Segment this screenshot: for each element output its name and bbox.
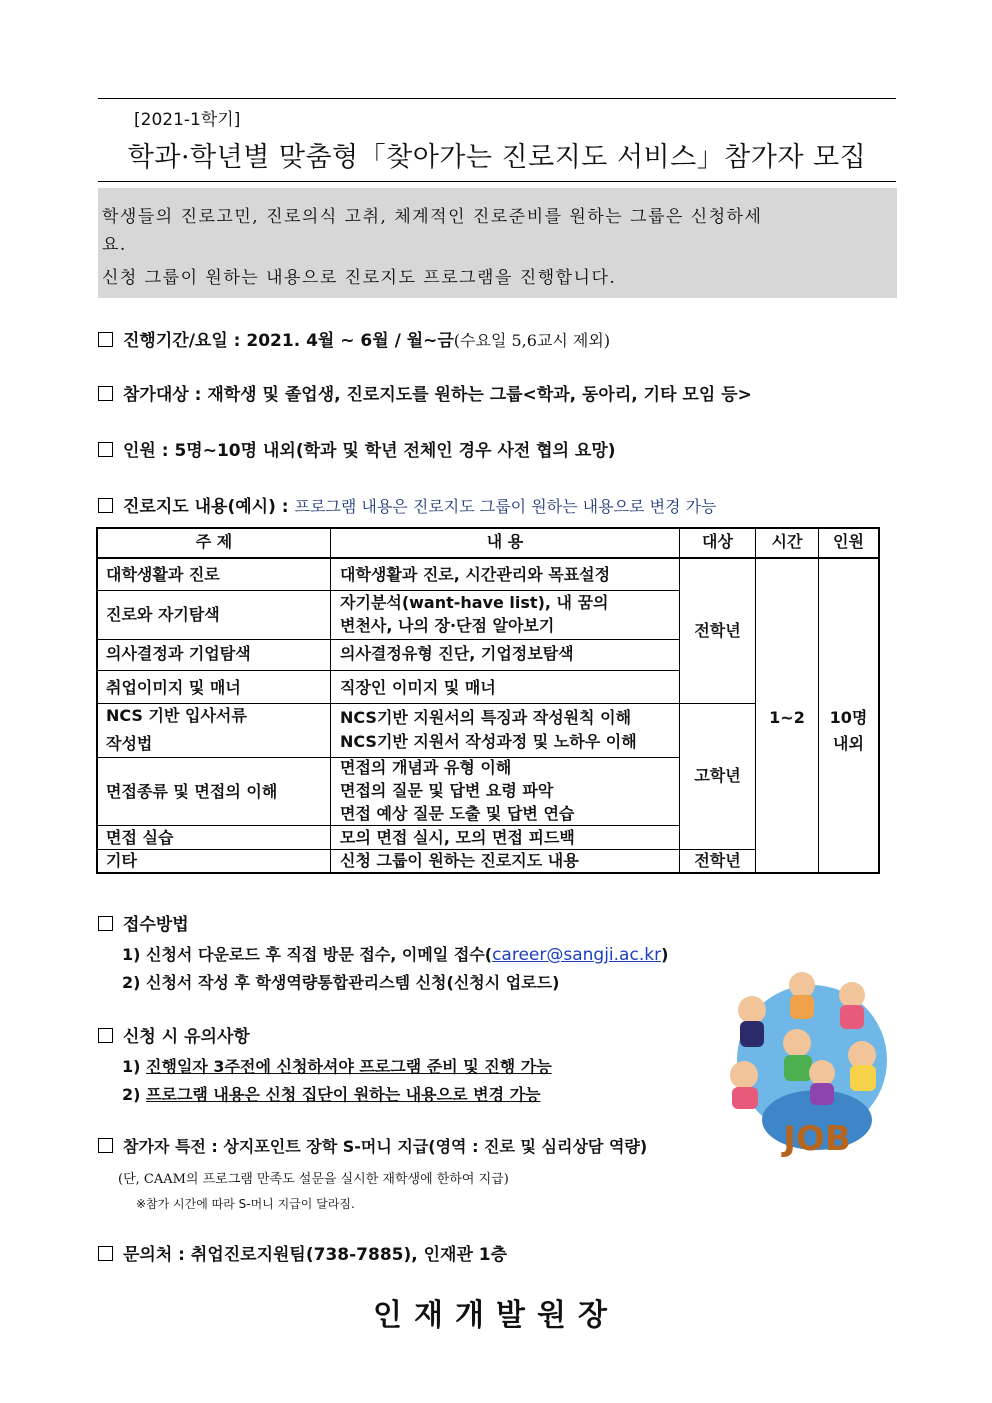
job-text: JOB	[783, 1119, 851, 1159]
table-row-topic: 면접 실습	[106, 828, 174, 847]
checkbox-square-icon	[98, 1246, 113, 1261]
benefit-note-1: (단, CAAM의 프로그램 만족도 설문을 실시한 재학생에 한하여 지급)	[118, 1172, 509, 1187]
apply-item-1-close: )	[661, 945, 669, 964]
apply-item-2: 2) 신청서 작성 후 학생역량통합관리스템 신청(신청시 업로드)	[122, 973, 560, 992]
header-target: 대상	[702, 532, 733, 551]
benefit-title: 참가자 특전 : 상지포인트 장학 S-머니 지급(영역 : 진로 및 심리상담 역량)	[123, 1137, 648, 1156]
content-section	[98, 492, 717, 517]
time-value: 1~2	[769, 708, 805, 727]
caution-item-1	[122, 1054, 552, 1077]
checkbox-square-icon	[98, 498, 113, 513]
caution-item-1-num: 1)	[122, 1057, 141, 1076]
apply-item-1-text: 1) 신청서 다운로드 후 직접 방문 접수, 이메일 접수(	[122, 945, 493, 964]
table-row-content: 면접의 개념과 유형 이해	[340, 758, 512, 777]
checkbox-square-icon	[98, 1028, 113, 1043]
table-row-content: 대학생활과 진로, 시간관리와 목표설정	[340, 565, 611, 584]
target-text: 참가대상 : 재학생 및 졸업생, 진로지도를 원하는 그룹<학과, 동아리, 기타 모임 등>	[123, 385, 752, 405]
caution-item-2	[122, 1082, 541, 1105]
caution-item-1-text: 진행일자 3주전에 신청하셔야 프로그램 준비 및 진행 가능	[146, 1057, 552, 1076]
period-label: 진행기간/요일 : 2021. 4월 ~ 6월 / 월~금	[123, 331, 454, 351]
table-row-content: 신청 그룹이 원하는 진로지도 내용	[340, 851, 579, 870]
page-title: 학과·학년별 맞춤형「찾아가는 진로지도 서비스」참가자 모집	[127, 142, 867, 173]
header-people: 인원	[833, 532, 864, 551]
contact-text: 문의처 : 취업진로지원팀(738-7885), 인재관 1층	[123, 1245, 508, 1265]
target-group-all-2: 전학년	[694, 851, 741, 870]
table-row-content: NCS기반 지원서의 특징과 작성원칙 이해	[340, 708, 632, 727]
header-topic: 주 제	[195, 532, 233, 551]
contact-section	[98, 1240, 507, 1265]
target-section	[98, 380, 752, 405]
header-time: 시간	[771, 532, 803, 551]
intro-line-2: 요.	[102, 235, 127, 255]
checkbox-square-icon	[98, 332, 113, 347]
email-link[interactable]: career@sangji.ac.kr	[492, 945, 662, 965]
table-row-topic: 작성법	[106, 734, 153, 753]
semester-label: [2021-1학기]	[134, 110, 241, 130]
table-row-topic: 대학생활과 진로	[106, 565, 220, 584]
kids-globe-icon	[722, 965, 902, 1170]
job-illustration	[722, 965, 902, 1170]
table-row-content: 의사결정유형 진단, 기업정보탐색	[340, 644, 574, 663]
checkbox-square-icon	[98, 442, 113, 457]
headcount-text: 인원 : 5명~10명 내외(학과 및 학년 전체인 경우 사전 협의 요망)	[123, 441, 616, 461]
intro-line-3: 신청 그룹이 원하는 내용으로 진로지도 프로그램을 진행합니다.	[102, 268, 617, 288]
caution-item-2-text: 프로그램 내용은 신청 집단이 원하는 내용으로 변경 가능	[146, 1085, 541, 1104]
table-row-topic: 기타	[106, 851, 137, 870]
people-value-2: 내외	[833, 734, 864, 753]
program-table	[96, 527, 880, 874]
target-group-all-1: 전학년	[694, 621, 741, 640]
table-row-content: 직장인 이미지 및 매너	[340, 678, 496, 697]
benefit-note-2: ※참가 시간에 따라 S-머니 지급이 달라짐.	[136, 1197, 355, 1211]
table-row-topic: 면접종류 및 면접의 이해	[106, 782, 278, 801]
intro-line-1: 학생들의 진로고민, 진로의식 고취, 체계적인 진로준비를 원하는 그룹은 신청하세	[102, 207, 763, 227]
table-row-topic: 의사결정과 기업탐색	[106, 644, 251, 663]
apply-item-1	[122, 942, 668, 965]
target-group-senior: 고학년	[694, 766, 741, 785]
content-label: 진로지도 내용(예시) :	[123, 497, 289, 517]
apply-section	[98, 910, 189, 935]
table-row-content: 변천사, 나의 장·단점 알아보기	[340, 616, 555, 635]
period-section	[98, 326, 610, 351]
apply-title: 접수방법	[123, 915, 189, 935]
table-row-topic: NCS 기반 입사서류	[106, 706, 247, 725]
title-box	[98, 98, 896, 182]
people-value-1: 10명	[829, 708, 868, 727]
headcount-section	[98, 436, 616, 461]
table-row-topic: 진로와 자기탐색	[106, 605, 220, 624]
header-content: 내 용	[486, 532, 524, 551]
table-row-content: 면접의 질문 및 답변 요령 파악	[340, 781, 554, 800]
content-note: 프로그램 내용은 진로지도 그룹이 원하는 내용으로 변경 가능	[294, 497, 717, 516]
table-row-content: 자기분석(want-have list), 내 꿈의	[340, 593, 609, 612]
table-row-content: NCS기반 지원서 작성과정 및 노하우 이해	[340, 732, 637, 751]
table-row-content: 면접 예상 질문 도출 및 답변 연습	[340, 804, 575, 823]
benefit-section	[98, 1134, 647, 1157]
checkbox-square-icon	[98, 916, 113, 931]
caution-title: 신청 시 유의사항	[123, 1027, 250, 1047]
caution-item-2-num: 2)	[122, 1085, 141, 1104]
table-row-content: 모의 면접 실시, 모의 면접 피드백	[340, 828, 575, 847]
intro-box	[98, 188, 897, 298]
footer-title: 인재개발원장	[373, 1298, 619, 1333]
checkbox-square-icon	[98, 1138, 113, 1153]
caution-section	[98, 1022, 250, 1047]
table-row-topic: 취업이미지 및 매너	[106, 678, 241, 697]
checkbox-square-icon	[98, 386, 113, 401]
period-note: (수요일 5,6교시 제외)	[453, 331, 611, 350]
